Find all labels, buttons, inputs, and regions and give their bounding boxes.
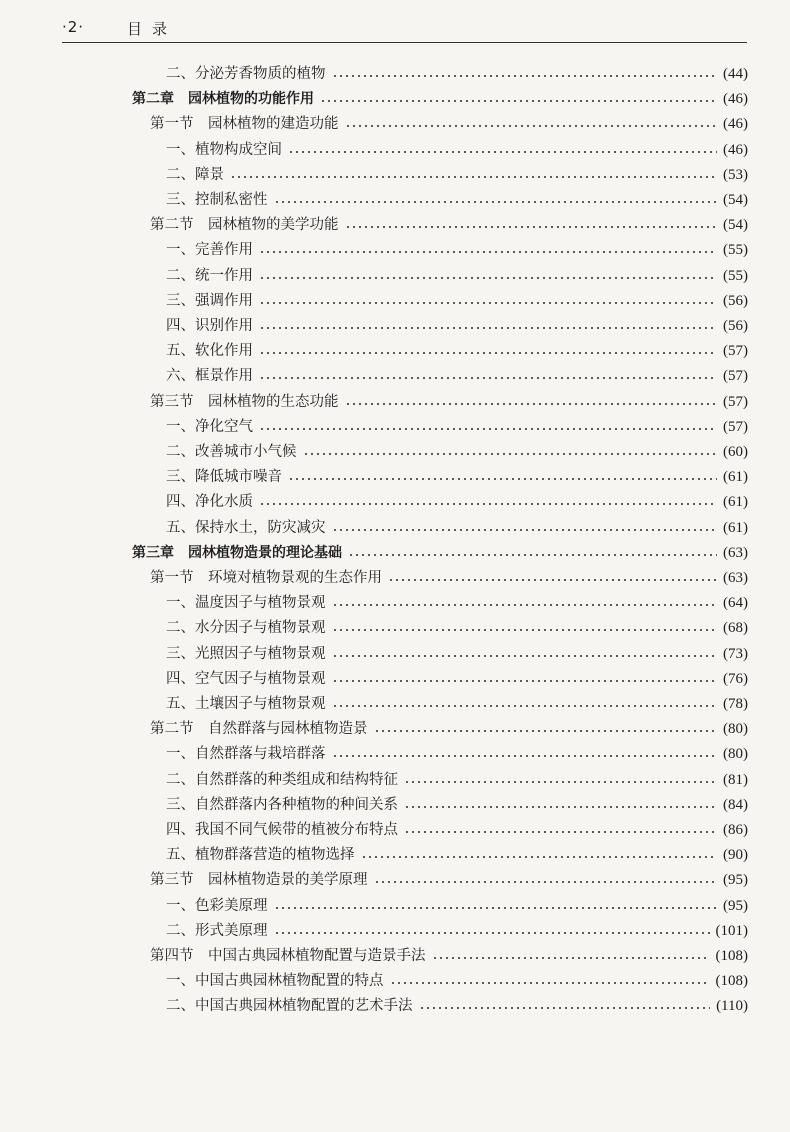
dot-leader <box>259 327 717 329</box>
toc-item <box>166 742 748 766</box>
dot-leader <box>388 579 717 581</box>
toc-entry-page: (61) <box>723 494 748 511</box>
toc-entry-title: 一、完善作用 <box>166 242 253 259</box>
toc-entry-page: (54) <box>723 192 748 208</box>
toc-item <box>166 264 748 288</box>
toc-entry-page: (44) <box>723 66 748 82</box>
toc-entry-title: 四、我国不同气候带的植被分布特点 <box>166 822 398 838</box>
dot-leader <box>404 831 717 833</box>
toc-entry-title: 第一节 环境对植物景观的生态作用 <box>150 570 382 586</box>
toc-item <box>166 642 748 666</box>
toc-item <box>166 843 748 867</box>
toc-entry-page: (63) <box>723 544 748 561</box>
dot-leader <box>259 352 717 354</box>
dot-leader <box>432 957 710 959</box>
dot-leader <box>259 503 717 505</box>
toc-item <box>166 894 748 918</box>
toc-entry-title: 第二节 自然群落与园林植物造景 <box>150 721 368 738</box>
dot-leader <box>332 75 718 77</box>
dot-leader <box>332 655 718 657</box>
toc-entry-page: (53) <box>723 166 748 183</box>
toc-item <box>166 138 748 162</box>
dot-leader <box>345 403 718 405</box>
toc-item <box>166 465 748 489</box>
toc-item <box>166 818 748 842</box>
dot-leader <box>390 982 710 984</box>
toc-entry-page: (56) <box>723 292 748 309</box>
toc-entry-page: (55) <box>723 242 748 259</box>
dot-leader <box>259 428 717 430</box>
dot-leader <box>303 453 718 455</box>
toc-entry-page: (60) <box>723 444 748 460</box>
toc-entry-page: (57) <box>723 368 748 385</box>
dot-leader <box>332 629 718 631</box>
toc-entry-page: (78) <box>723 696 748 712</box>
toc-item <box>166 314 748 338</box>
toc-item <box>166 188 748 212</box>
toc-section <box>150 390 748 414</box>
toc-entry-title: 四、空气因子与植物景观 <box>166 670 326 687</box>
toc-entry-page: (86) <box>723 822 748 838</box>
toc-entry-page: (61) <box>723 519 748 536</box>
toc-item <box>166 692 748 716</box>
toc-item <box>166 289 748 313</box>
toc-entry-page: (73) <box>723 645 748 662</box>
toc-entry-title: 四、识别作用 <box>166 318 253 334</box>
toc-item <box>166 516 748 540</box>
dot-leader <box>404 781 717 783</box>
toc-entry-page: (80) <box>723 721 748 738</box>
dot-leader <box>419 1007 711 1009</box>
toc-entry-page: (54) <box>723 217 748 234</box>
toc-item <box>166 62 748 86</box>
toc-entry-title: 第三章 园林植物造景的理论基础 <box>132 544 342 561</box>
toc-item <box>166 994 748 1018</box>
dot-leader <box>274 907 718 909</box>
toc-entry-page: (64) <box>723 595 748 612</box>
toc-entry-title: 一、温度因子与植物景观 <box>166 595 326 612</box>
dot-leader <box>259 302 717 304</box>
dot-leader <box>288 151 717 153</box>
toc-item <box>166 667 748 691</box>
toc-entry-page: (68) <box>723 620 748 637</box>
dot-leader <box>230 176 717 178</box>
toc-entry-title: 第三节 园林植物的生态功能 <box>150 393 339 410</box>
toc-entry-title: 一、净化空气 <box>166 418 253 435</box>
toc-entry-title: 三、降低城市噪音 <box>166 469 282 486</box>
toc-entry-page: (55) <box>723 267 748 284</box>
toc-section <box>150 566 748 590</box>
toc-item <box>166 415 748 439</box>
toc-entry-page: (95) <box>723 872 748 889</box>
toc-item <box>166 364 748 388</box>
toc-entry-page: (46) <box>723 141 748 158</box>
toc-entry-title: 二、中国古典园林植物配置的艺术手法 <box>166 998 413 1015</box>
toc-entry-title: 第二章 园林植物的功能作用 <box>132 91 314 108</box>
toc-entry-title: 五、软化作用 <box>166 343 253 360</box>
toc-entry-title: 二、水分因子与植物景观 <box>166 620 326 637</box>
dot-leader <box>345 226 718 228</box>
toc-entry-page: (95) <box>723 897 748 914</box>
toc-section <box>150 944 748 968</box>
toc-item <box>166 440 748 464</box>
toc-entry-page: (61) <box>723 469 748 486</box>
dot-leader <box>374 730 718 732</box>
toc-entry-page: (108) <box>715 948 748 964</box>
toc-entry-page: (101) <box>715 922 748 939</box>
dot-leader <box>259 251 717 253</box>
toc-section <box>150 717 748 741</box>
toc-entry-title: 一、植物构成空间 <box>166 141 282 158</box>
toc-item <box>166 238 748 262</box>
dot-leader <box>374 881 718 883</box>
toc-entry-page: (81) <box>723 771 748 788</box>
toc-section <box>150 112 748 136</box>
toc-entry-title: 第三节 园林植物造景的美学原理 <box>150 872 368 889</box>
toc-entry-page: (110) <box>716 998 748 1015</box>
dot-leader <box>332 529 718 531</box>
toc-entry-title: 第四节 中国古典园林植物配置与造景手法 <box>150 948 426 964</box>
dot-leader <box>332 604 718 606</box>
toc-entry-page: (63) <box>723 570 748 586</box>
toc-item <box>166 163 748 187</box>
dot-leader <box>345 125 718 127</box>
toc-entry-page: (108) <box>715 973 748 990</box>
dot-leader <box>274 932 710 934</box>
toc-item <box>166 616 748 640</box>
toc-entry-title: 二、改善城市小气候 <box>166 444 297 460</box>
toc-entry-title: 二、形式美原理 <box>166 922 268 939</box>
dot-leader <box>348 554 717 556</box>
toc-entry-title: 五、土壤因子与植物景观 <box>166 696 326 712</box>
toc-entry-title: 六、框景作用 <box>166 368 253 385</box>
toc-entry-title: 三、自然群落内各种植物的种间关系 <box>166 796 398 813</box>
toc-entry-page: (57) <box>723 343 748 360</box>
dot-leader <box>404 806 717 808</box>
dot-leader <box>361 856 718 858</box>
toc-entry-title: 三、控制私密性 <box>166 192 268 208</box>
toc-entry-page: (90) <box>723 847 748 864</box>
dot-leader <box>332 705 718 707</box>
toc-chapter <box>132 87 748 111</box>
toc-entry-title: 三、光照因子与植物景观 <box>166 645 326 662</box>
toc-chapter <box>132 541 748 565</box>
toc-entry-title: 三、强调作用 <box>166 292 253 309</box>
toc-entry-page: (46) <box>723 91 748 108</box>
toc-entry-title: 四、净化水质 <box>166 494 253 511</box>
dot-leader <box>274 201 718 203</box>
toc-entry-title: 第二节 园林植物的美学功能 <box>150 217 339 234</box>
toc-entry-page: (57) <box>723 418 748 435</box>
dot-leader <box>320 100 717 102</box>
toc-entry-title: 二、分泌芳香物质的植物 <box>166 66 326 82</box>
toc-entry-page: (57) <box>723 393 748 410</box>
toc-entry-page: (80) <box>723 746 748 763</box>
toc-item <box>166 969 748 993</box>
toc-item <box>166 919 748 943</box>
toc-item <box>166 793 748 817</box>
toc-entry-title: 五、植物群落营造的植物选择 <box>166 847 355 864</box>
toc-section <box>150 213 748 237</box>
dot-leader <box>332 680 718 682</box>
dot-leader <box>259 377 717 379</box>
page-number: ·2· <box>62 18 85 36</box>
toc-section <box>150 868 748 892</box>
toc-entry-title: 五、保持水土，防灾减灾 <box>166 519 326 536</box>
dot-leader <box>288 478 717 480</box>
header-title: 目录 <box>127 20 178 38</box>
toc-entry-title: 二、统一作用 <box>166 267 253 284</box>
dot-leader <box>259 277 717 279</box>
running-header <box>62 18 747 43</box>
toc-entry-title: 一、自然群落与栽培群落 <box>166 746 326 763</box>
toc-entry-page: (56) <box>723 318 748 334</box>
dot-leader <box>332 755 718 757</box>
toc-entry-title: 一、色彩美原理 <box>166 897 268 914</box>
toc-entry-title: 二、障景 <box>166 166 224 183</box>
toc-entry-title: 一、中国古典园林植物配置的特点 <box>166 973 384 990</box>
toc-item <box>166 591 748 615</box>
toc-entry-title: 第一节 园林植物的建造功能 <box>150 116 339 133</box>
toc-item <box>166 339 748 363</box>
toc-entry-page: (84) <box>723 796 748 813</box>
toc-item <box>166 490 748 514</box>
toc-entry-title: 二、自然群落的种类组成和结构特征 <box>166 771 398 788</box>
toc-entry-page: (46) <box>723 116 748 133</box>
toc-entry-page: (76) <box>723 670 748 687</box>
toc-item <box>166 768 748 792</box>
